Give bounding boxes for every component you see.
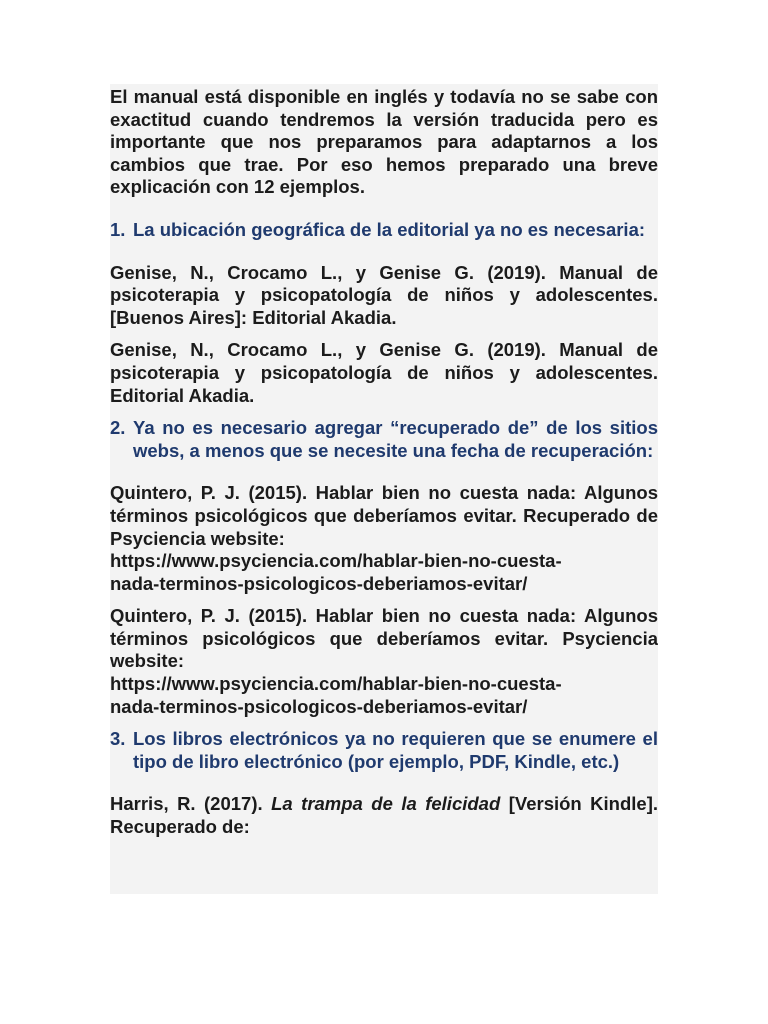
reference-url-line: https://www.psyciencia.com/hablar-bien-no-cuesta- [110, 550, 562, 572]
reference-text: Quintero, P. J. (2015). Hablar bien no cuesta nada: Algunos términos psicológicos que deberíamos evitar. Psyciencia website: [110, 605, 658, 672]
document-page [110, 84, 658, 894]
list-number: 1. [110, 218, 126, 240]
list-heading: La ubicación geográfica de la editorial ya no es necesaria: [133, 218, 646, 240]
reference-title: La trampa de la felicidad [271, 793, 501, 815]
example-reference: Genise, N., Crocamo L., y Genise G. (2019). Manual de psicoterapia y psicopatología de niños y adolescentes. Editorial Akadia. [110, 339, 658, 406]
reference-prefix: Harris, R. (2017). [110, 793, 272, 815]
list-number: 2. [110, 417, 126, 439]
intro-paragraph: El manual está disponible en inglés y todavía no se sabe con exactitud cuando tendremos la versión traducida pero es importante que nos preparamos para adaptarnos a los cambios que trae. Por eso hemos preparado una breve explicación con 12 ejemplos. [110, 86, 658, 198]
reference-text: Quintero, P. J. (2015). Hablar bien no cuesta nada: Algunos términos psicológicos que deberíamos evitar. Recuperado de Psyciencia website: [110, 482, 658, 549]
reference-url-line: https://www.psyciencia.com/hablar-bien-no-cuesta- [110, 673, 562, 695]
example-reference [110, 605, 658, 718]
example-reference [110, 482, 658, 595]
example-reference [110, 793, 658, 838]
list-item-2 [110, 417, 658, 462]
list-number: 3. [110, 728, 126, 750]
list-item-1 [110, 219, 658, 242]
example-reference: Genise, N., Crocamo L., y Genise G. (2019). Manual de psicoterapia y psicopatología de niños y adolescentes. [Buenos Aires]: Editorial Akadia. [110, 261, 658, 328]
reference-url-line: nada-terminos-psicologicos-deberiamos-evitar/ [110, 572, 528, 594]
list-heading: Los libros electrónicos ya no requieren que se enumere el tipo de libro electrónico (por ejemplo, PDF, Kindle, etc.) [133, 728, 658, 772]
list-item-3 [110, 728, 658, 773]
reference-suffix: [Versión Kindle]. Recuperado de: [110, 793, 658, 838]
list-heading: Ya no es necesario agregar “recuperado de” de los sitios webs, a menos que se necesite una fecha de recuperación: [133, 417, 658, 461]
reference-url-line: nada-terminos-psicologicos-deberiamos-evitar/ [110, 695, 528, 717]
